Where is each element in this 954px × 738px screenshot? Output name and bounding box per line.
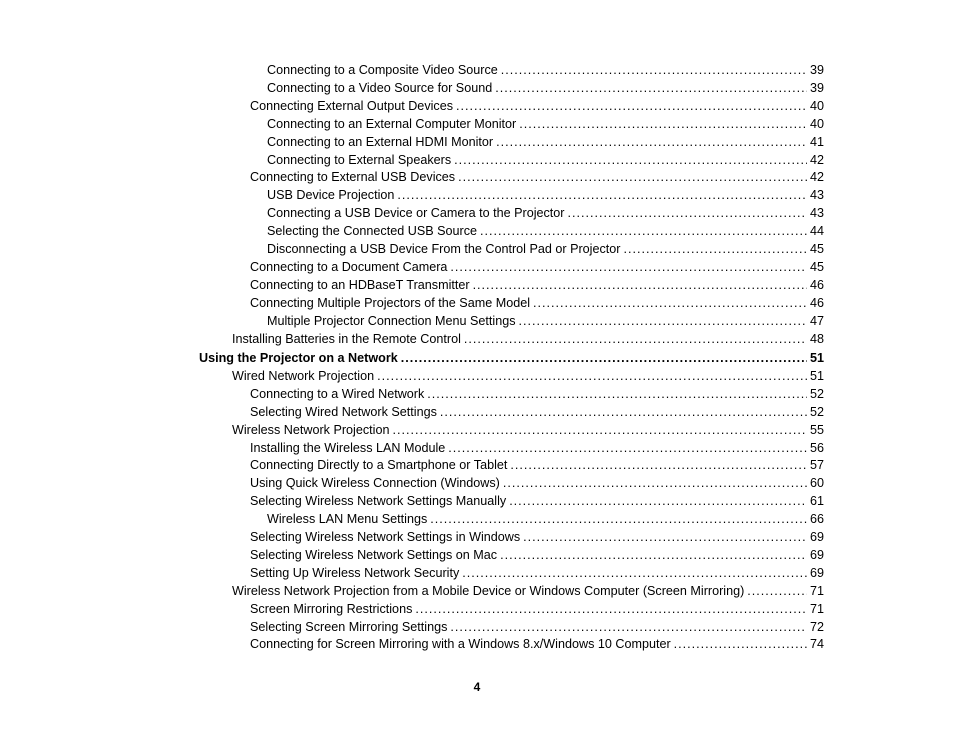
toc-entry[interactable] (250, 528, 824, 546)
toc-entry-page: 51 (809, 368, 824, 383)
toc-entry-page: 55 (809, 422, 824, 437)
toc-entry-page: 72 (809, 619, 824, 634)
toc-entry-page: 46 (809, 295, 824, 310)
toc-entry-page: 69 (809, 547, 824, 562)
toc-leader-dots (500, 546, 807, 564)
toc-entry[interactable] (250, 474, 824, 492)
toc-entry[interactable] (250, 564, 824, 582)
toc-entry-title: Connecting to an External HDMI Monitor (267, 134, 494, 149)
toc-leader-dots (448, 439, 807, 457)
toc-entry-title: Using the Projector on a Network (199, 351, 398, 365)
toc-entry-page: 61 (809, 494, 824, 509)
toc-entry-title: Connecting to a Document Camera (250, 259, 448, 274)
toc-leader-dots (415, 600, 807, 618)
toc-leader-dots (533, 294, 807, 312)
toc-entry[interactable] (250, 385, 824, 403)
toc-entry[interactable] (250, 546, 824, 564)
toc-leader-dots (496, 133, 807, 151)
toc-entry[interactable] (267, 61, 824, 79)
toc-entry-title: Connecting Multiple Projectors of the Same Model (250, 295, 531, 310)
toc-entry-page: 60 (809, 476, 824, 491)
toc-entry-title: Wireless LAN Menu Settings (267, 512, 428, 527)
toc-entry[interactable] (267, 240, 824, 258)
toc-leader-dots (456, 97, 807, 115)
toc-entry-title: Connecting to an HDBaseT Transmitter (250, 277, 470, 292)
toc-entry[interactable] (267, 204, 824, 222)
toc-entry-title: Screen Mirroring Restrictions (250, 601, 413, 616)
toc-entry[interactable] (267, 79, 824, 97)
toc-entry[interactable] (250, 403, 824, 421)
toc-entry-page: 42 (809, 170, 824, 185)
toc-entry-page: 40 (809, 116, 824, 131)
toc-entry-page: 39 (809, 63, 824, 77)
toc-leader-dots (450, 258, 807, 276)
toc-entry-title: Connecting to a Video Source for Sound (267, 80, 493, 95)
toc-entry-title: Installing the Wireless LAN Module (250, 440, 446, 455)
toc-leader-dots (519, 115, 807, 133)
toc-entry-title: Disconnecting a USB Device From the Control Pad or Projector (267, 242, 621, 256)
toc-entry-page: 52 (809, 386, 824, 401)
toc-leader-dots (397, 186, 807, 204)
toc-leader-dots (519, 312, 807, 330)
toc-entry-page: 51 (809, 351, 824, 365)
toc-entry-title: Selecting Wireless Network Settings in Windows (250, 530, 521, 544)
toc-leader-dots (454, 151, 807, 169)
toc-leader-dots (503, 474, 807, 492)
toc-leader-dots (674, 635, 807, 653)
toc-leader-dots (501, 61, 807, 79)
toc-entry-title: Connecting to External Speakers (267, 152, 452, 167)
toc-leader-dots (401, 349, 807, 367)
toc-entry-page: 41 (809, 134, 824, 149)
toc-entry[interactable] (250, 294, 824, 312)
toc-entry[interactable] (267, 133, 824, 151)
toc-entry-title: Connecting to External USB Devices (250, 170, 456, 185)
toc-leader-dots (462, 564, 807, 582)
toc-leader-dots (747, 582, 807, 600)
toc-entry[interactable] (250, 635, 824, 653)
toc-leader-dots (473, 276, 807, 294)
toc-entry[interactable] (232, 582, 824, 600)
toc-entry-title: Connecting for Screen Mirroring with a Windows 8.x/Windows 10 Computer (250, 637, 671, 652)
toc-leader-dots (509, 492, 807, 510)
toc-entry-page: 45 (809, 242, 824, 256)
toc-leader-dots (427, 385, 807, 403)
toc-entry-page: 43 (809, 206, 824, 221)
toc-entry[interactable] (232, 330, 824, 348)
toc-entry[interactable] (267, 222, 824, 240)
toc-entry-title: Selecting the Connected USB Source (267, 224, 478, 239)
toc-entry-page: 71 (809, 601, 824, 616)
toc-entry[interactable] (250, 258, 824, 276)
toc-leader-dots (510, 456, 807, 474)
toc-entry[interactable] (250, 492, 824, 510)
toc-entry-page: 66 (809, 512, 824, 527)
toc-entry[interactable] (267, 151, 824, 169)
toc-entry-page: 57 (809, 458, 824, 473)
toc-entry[interactable] (267, 115, 824, 133)
toc-entry[interactable] (199, 349, 824, 367)
toc-entry[interactable] (267, 186, 824, 204)
toc-entry-title: Setting Up Wireless Network Security (250, 565, 460, 580)
toc-entry-title: Connecting External Output Devices (250, 98, 454, 113)
page-number: 4 (473, 680, 481, 694)
toc-leader-dots (623, 240, 807, 258)
toc-leader-dots (430, 510, 807, 528)
toc-entry[interactable] (232, 421, 824, 439)
toc-entry[interactable] (250, 439, 824, 457)
toc-entry-page: 56 (809, 440, 824, 455)
toc-entry-title: Wireless Network Projection from a Mobile Device or Windows Computer (Screen Mirroring) (232, 583, 745, 598)
toc-entry-page: 48 (809, 331, 824, 346)
toc-entry-page: 52 (809, 404, 824, 419)
toc-entry[interactable] (250, 456, 824, 474)
toc-entry-page: 44 (809, 224, 824, 239)
toc-entry-page: 69 (809, 530, 824, 544)
toc-entry[interactable] (267, 510, 824, 528)
toc-entry[interactable] (250, 618, 824, 636)
toc-entry[interactable] (250, 600, 824, 618)
toc-leader-dots (392, 421, 807, 439)
toc-entry-title: Selecting Wired Network Settings (250, 404, 437, 419)
toc-entry-title: Multiple Projector Connection Menu Settings (267, 313, 516, 328)
toc-leader-dots (568, 204, 807, 222)
toc-leader-dots (450, 618, 807, 636)
toc-entry-page: 69 (809, 565, 824, 580)
toc-entry[interactable] (232, 367, 824, 385)
toc-entry-title: USB Device Projection (267, 188, 395, 203)
toc-entry-title: Using Quick Wireless Connection (Windows) (250, 476, 500, 491)
toc-leader-dots (495, 79, 807, 97)
toc-entry-title: Selecting Wireless Network Settings Manually (250, 494, 507, 509)
toc-entry-title: Wireless Network Projection (232, 422, 390, 437)
toc-leader-dots (464, 330, 807, 348)
toc-entry-title: Connecting to a Composite Video Source (267, 63, 498, 77)
toc-entry-title: Connecting to a Wired Network (250, 386, 425, 401)
toc-entry-title: Connecting Directly to a Smartphone or Tablet (250, 458, 508, 473)
toc-entry-page: 43 (809, 188, 824, 203)
toc-entry[interactable] (250, 276, 824, 294)
toc-entry-page: 71 (809, 583, 824, 598)
toc-leader-dots (458, 168, 807, 186)
toc-entry-title: Connecting to an External Computer Monitor (267, 116, 517, 131)
toc-entry-page: 40 (809, 98, 824, 113)
toc-entry-page: 39 (809, 80, 824, 95)
toc-entry-title: Connecting a USB Device or Camera to the Projector (267, 206, 565, 221)
toc-entry-page: 46 (809, 277, 824, 292)
toc-entry-page: 74 (809, 637, 824, 652)
toc-entry[interactable] (250, 168, 824, 186)
toc-entry-title: Installing Batteries in the Remote Control (232, 331, 461, 346)
toc-leader-dots (480, 222, 807, 240)
toc-entry[interactable] (267, 312, 824, 330)
toc-leader-dots (523, 528, 807, 546)
toc-entry-title: Selecting Wireless Network Settings on Mac (250, 547, 498, 562)
toc-entry[interactable] (250, 97, 824, 115)
toc-entry-page: 47 (809, 313, 824, 328)
toc-leader-dots (377, 367, 807, 385)
toc-leader-dots (440, 403, 807, 421)
toc-entry-title: Selecting Screen Mirroring Settings (250, 619, 448, 634)
toc-entry-page: 45 (809, 259, 824, 274)
toc-entry-page: 42 (809, 152, 824, 167)
toc-entry-title: Wired Network Projection (232, 368, 375, 383)
